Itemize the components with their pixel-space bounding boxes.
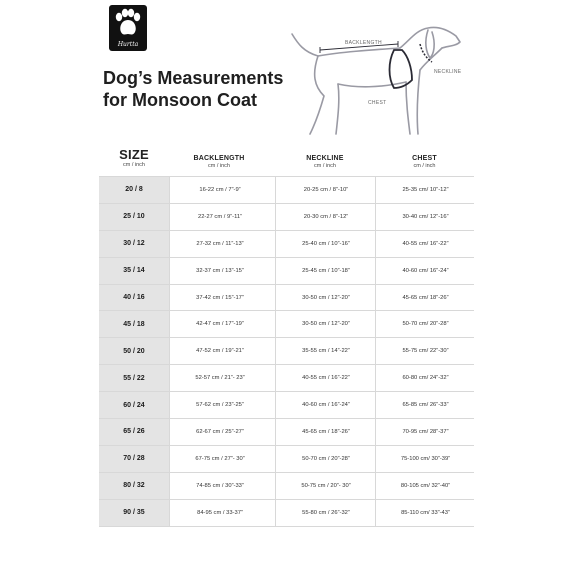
- neckline-cell: 20-30 cm / 8”-12”: [275, 204, 376, 230]
- table-body: [99, 176, 474, 527]
- chest-cell: 80-105 cm/ 32”-40”: [375, 473, 475, 499]
- backlength-cell: 27-32 cm / 11”-13”: [169, 231, 270, 257]
- header-chest-unit: cm / inch: [413, 163, 436, 169]
- header-size-unit: cm / inch: [122, 162, 145, 168]
- table-row: [99, 365, 474, 392]
- header-neckline: [275, 155, 375, 169]
- size-cell: 90 / 35: [99, 500, 169, 526]
- size-cell: 55 / 22: [99, 365, 169, 391]
- dog-measurement-diagram: [280, 22, 470, 142]
- header-size: [99, 148, 169, 168]
- neckline-cell: 50-70 cm / 20”-28”: [275, 446, 376, 472]
- size-chart-table: [99, 147, 474, 527]
- backlength-cell: 62-67 cm / 25”-27”: [169, 419, 270, 445]
- size-cell: 35 / 14: [99, 258, 169, 284]
- header-neckline-unit: cm / inch: [313, 163, 336, 169]
- size-cell: 80 / 32: [99, 473, 169, 499]
- neckline-cell: 30-50 cm / 12”-20”: [275, 311, 376, 337]
- size-cell: 40 / 16: [99, 285, 169, 311]
- chest-label: CHEST: [368, 100, 387, 106]
- table-row: [99, 311, 474, 338]
- header-size-name: SIZE: [119, 147, 149, 162]
- backlength-cell: 16-22 cm / 7”-9”: [169, 177, 270, 203]
- neckline-cell: 55-80 cm / 26”-32”: [275, 500, 376, 526]
- table-row: [99, 258, 474, 285]
- table-row: [99, 500, 474, 527]
- header-neckline-name: NECKLINE: [306, 155, 344, 162]
- chest-cell: 85-110 cm/ 33”-43”: [375, 500, 475, 526]
- title-line-2: for Monsoon Coat: [103, 90, 257, 110]
- paw-icon: [112, 8, 144, 38]
- chest-cell: 30-40 cm/ 12”-16”: [375, 204, 475, 230]
- table-header: [99, 147, 474, 176]
- table-row: [99, 419, 474, 446]
- size-cell: 50 / 20: [99, 338, 169, 364]
- backlength-cell: 22-27 cm / 9”-11”: [169, 204, 270, 230]
- header-backlength-name: BACKLENGTH: [193, 155, 245, 162]
- size-cell: 25 / 10: [99, 204, 169, 230]
- neckline-cell: 45-65 cm / 18”-26”: [275, 419, 376, 445]
- backlength-cell: 52-57 cm / 21”- 23”: [169, 365, 270, 391]
- backlength-cell: 74-85 cm / 30”-33”: [169, 473, 270, 499]
- header-chest-name: CHEST: [412, 155, 437, 162]
- table-row: [99, 392, 474, 419]
- page-title: [103, 67, 283, 111]
- chest-cell: 70-95 cm/ 28”-37”: [375, 419, 475, 445]
- title-line-1: Dog’s Measurements: [103, 68, 284, 88]
- neckline-cell: 20-25 cm / 8”-10”: [275, 177, 376, 203]
- chest-cell: 65-85 cm/ 26”-33”: [375, 392, 475, 418]
- chest-cell: 45-65 cm/ 18”-26”: [375, 285, 475, 311]
- table-row: [99, 446, 474, 473]
- chest-cell: 40-60 cm/ 16”-24”: [375, 258, 475, 284]
- table-row: [99, 338, 474, 365]
- chest-cell: 25-35 cm/ 10”-12”: [375, 177, 475, 203]
- backlength-cell: 37-42 cm / 15”-17”: [169, 285, 270, 311]
- chest-cell: 55-75 cm/ 22”-30”: [375, 338, 475, 364]
- neckline-cell: 40-55 cm / 16”-22”: [275, 365, 376, 391]
- table-row: [99, 204, 474, 231]
- table-row: [99, 177, 474, 204]
- neckline-cell: 50-75 cm / 20”- 30”: [275, 473, 376, 499]
- header-chest: [375, 155, 474, 169]
- size-cell: 20 / 8: [99, 177, 169, 203]
- brand-logo-text: Hurtta: [117, 41, 139, 48]
- neckline-cell: 25-40 cm / 10”-16”: [275, 231, 376, 257]
- size-cell: 65 / 26: [99, 419, 169, 445]
- size-cell: 30 / 12: [99, 231, 169, 257]
- backlength-cell: 47-52 cm / 19”-21”: [169, 338, 270, 364]
- backlength-label: BACKLENGTH: [345, 40, 382, 46]
- brand-logo: [109, 5, 147, 51]
- chest-cell: 75-100 cm/ 30”-39”: [375, 446, 475, 472]
- backlength-cell: 84-95 cm / 33-37”: [169, 500, 270, 526]
- neckline-label: NECKLINE: [434, 69, 462, 75]
- size-cell: 45 / 18: [99, 311, 169, 337]
- table-row: [99, 231, 474, 258]
- backlength-cell: 57-62 cm / 23”-25”: [169, 392, 270, 418]
- neckline-cell: 40-60 cm / 16”-24”: [275, 392, 376, 418]
- chest-cell: 60-80 cm/ 24”-32”: [375, 365, 475, 391]
- table-row: [99, 473, 474, 500]
- header-backlength: [169, 155, 269, 169]
- neckline-cell: 35-55 cm / 14”-22”: [275, 338, 376, 364]
- header-backlength-unit: cm / inch: [207, 163, 230, 169]
- size-cell: 60 / 24: [99, 392, 169, 418]
- chest-cell: 40-55 cm/ 16”-22”: [375, 231, 475, 257]
- table-row: [99, 285, 474, 312]
- chest-cell: 50-70 cm/ 20”-28”: [375, 311, 475, 337]
- backlength-cell: 42-47 cm / 17”-19”: [169, 311, 270, 337]
- neckline-cell: 25-45 cm / 10”-18”: [275, 258, 376, 284]
- backlength-cell: 67-75 cm / 27”- 30”: [169, 446, 270, 472]
- size-cell: 70 / 28: [99, 446, 169, 472]
- neckline-cell: 30-50 cm / 12”-20”: [275, 285, 376, 311]
- backlength-cell: 32-37 cm / 13”-15”: [169, 258, 270, 284]
